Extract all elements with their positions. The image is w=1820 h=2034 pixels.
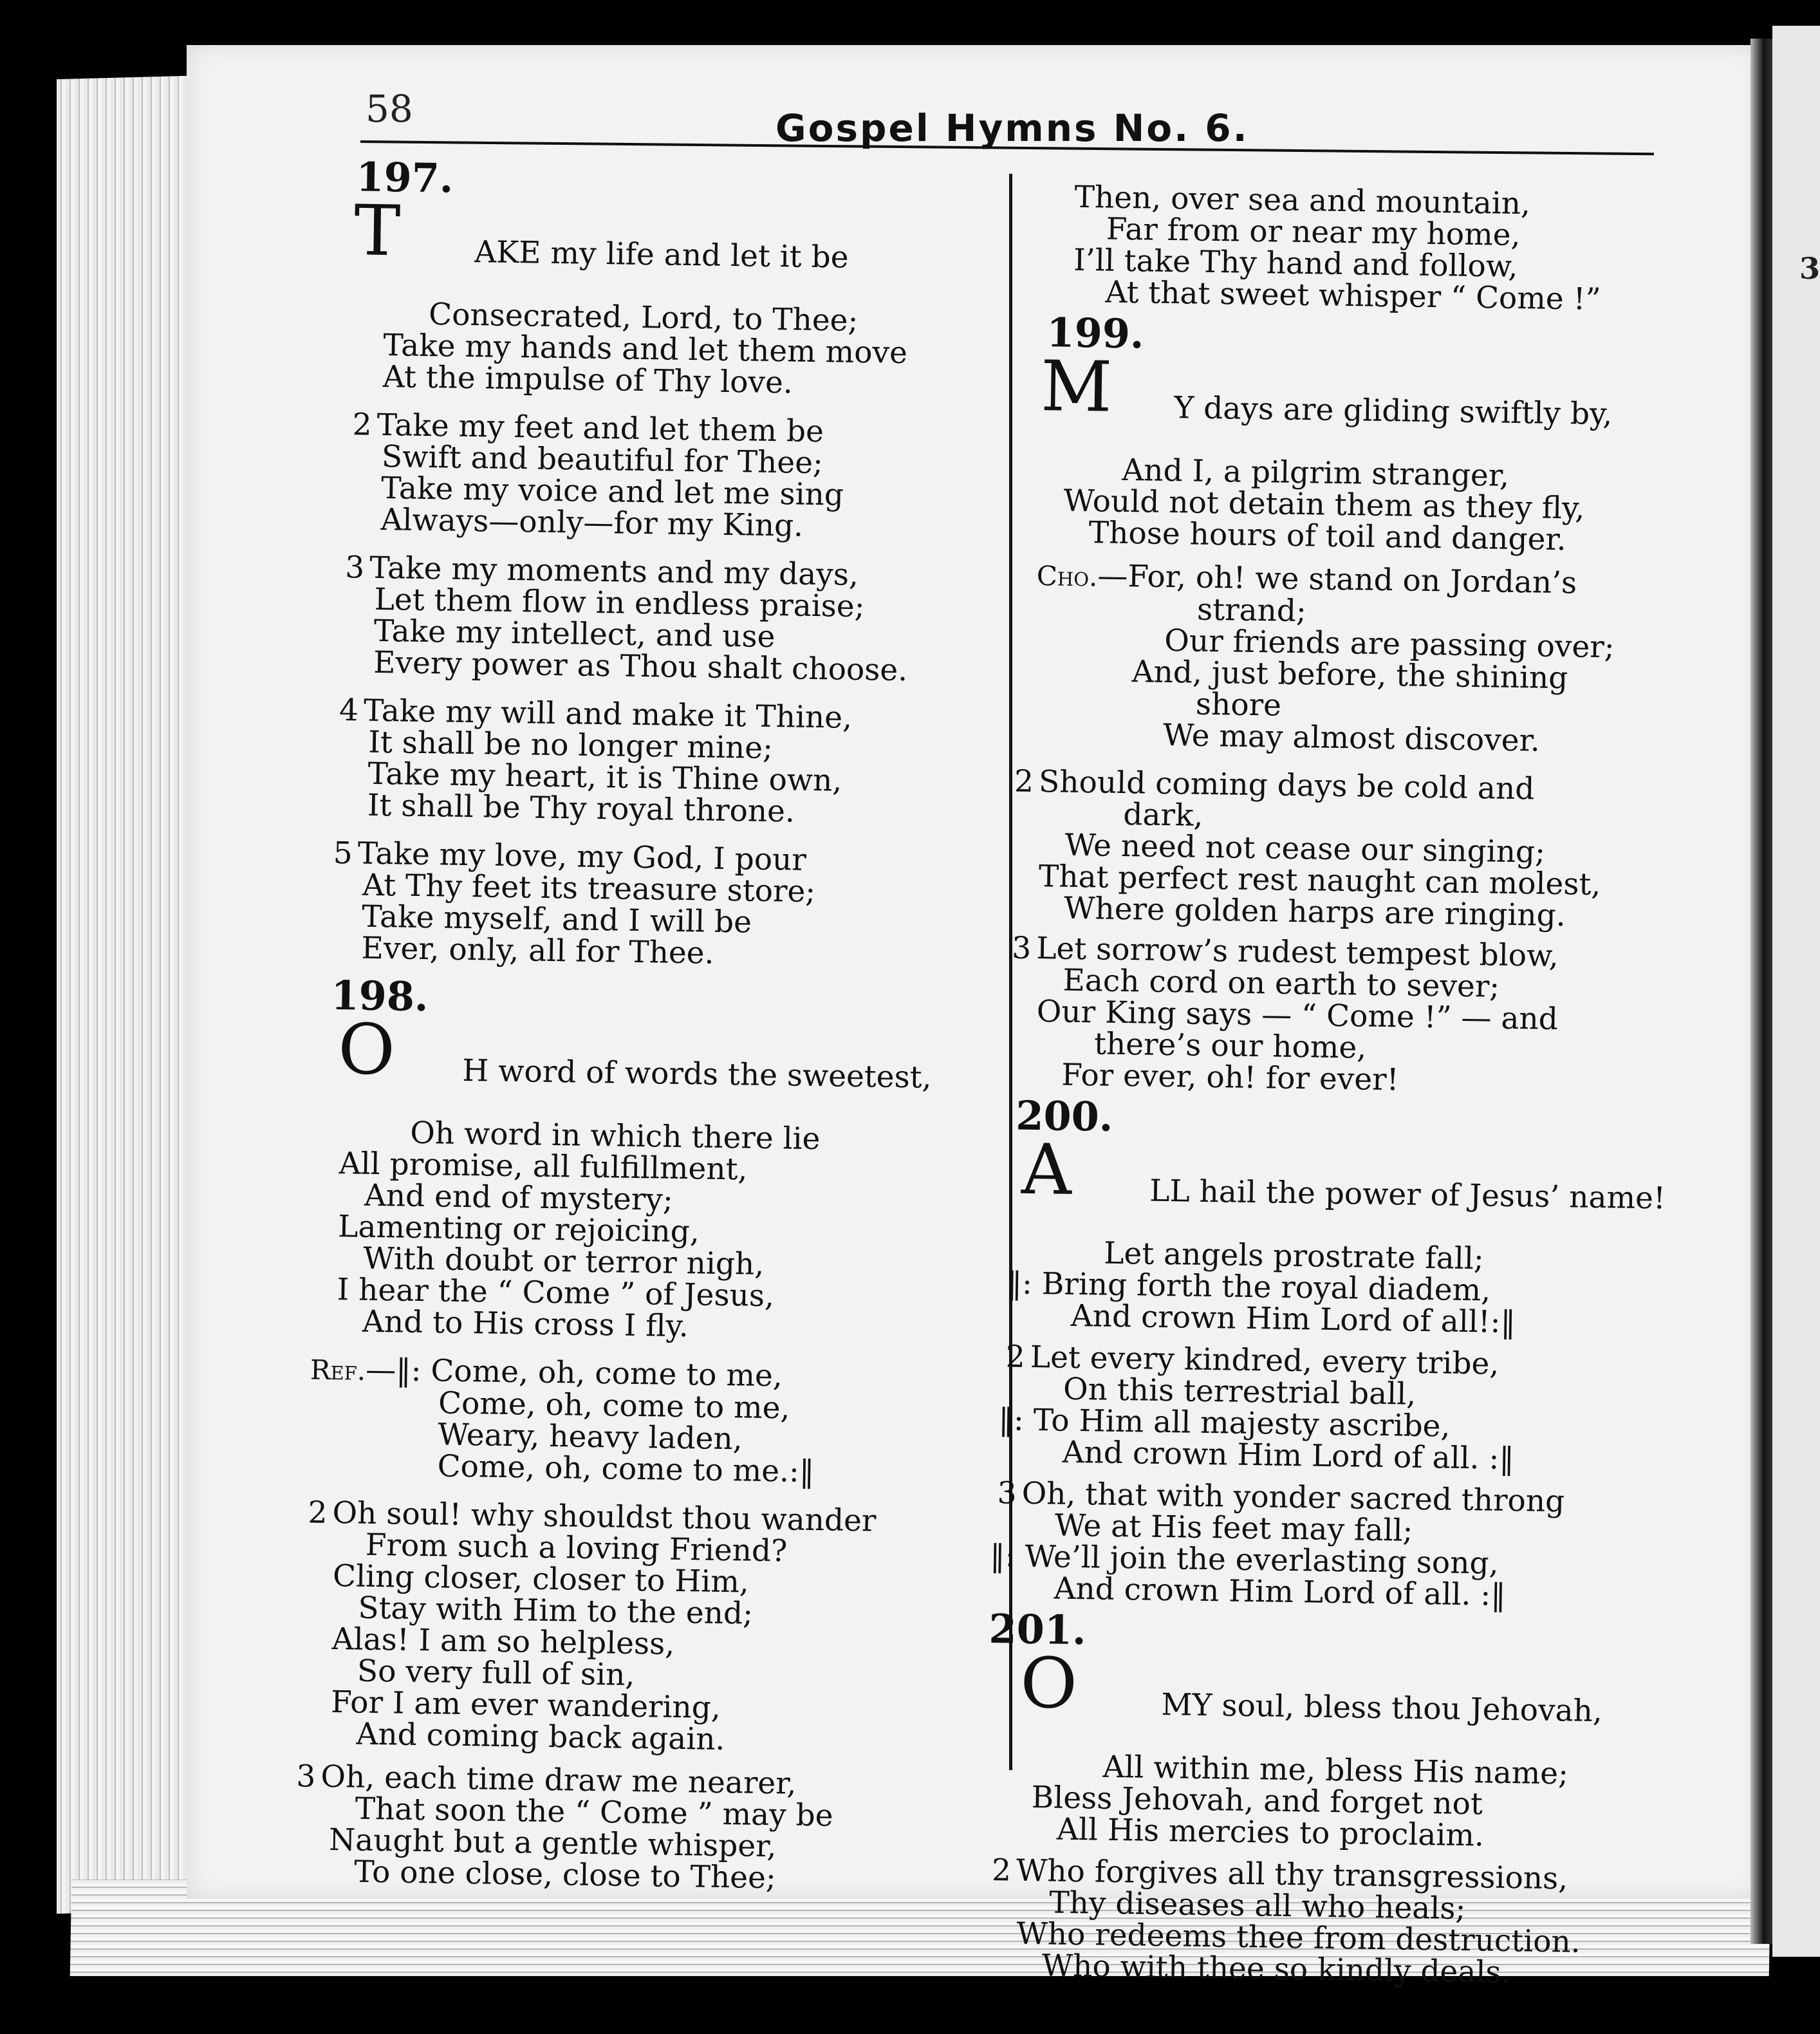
hymn-line: It shall be no longer mine;	[367, 724, 774, 767]
hymn-line: And crown Him Lord of all. :‖	[1054, 1571, 1507, 1613]
hymn-line: And end of mystery;	[364, 1177, 674, 1218]
hymn-line: AKE my life and let it be	[474, 234, 849, 275]
drop-cap: O	[337, 1009, 396, 1091]
verse-number: 3	[1011, 930, 1032, 966]
hymn-line: Let every kindred, every tribe,	[1030, 1339, 1500, 1382]
hymn-201	[971, 1603, 1633, 1990]
hymn-200	[976, 1090, 1666, 1613]
hymn-line: Who redeems thee from destruction.	[1016, 1916, 1581, 1960]
hymn-line: That perfect rest naught can molest,	[1038, 859, 1601, 903]
verse	[978, 1341, 1637, 1477]
hymn-line: Thy diseases all who heals;	[1048, 1885, 1466, 1927]
hymn-line: And crown Him Lord of all. :‖	[1062, 1434, 1515, 1477]
hymn-line: We may almost discover.	[1162, 717, 1541, 759]
hymn-line: shore	[1195, 686, 1282, 723]
hymn-line: —‖: Come, oh, come to me,	[365, 1352, 783, 1394]
hymn-line: Bless Jehovah, and forget not	[1031, 1780, 1483, 1822]
hymn-199	[984, 306, 1652, 1099]
hymn-first-line	[994, 346, 1651, 462]
verse-number: 5	[333, 835, 353, 872]
hymn-number: 197.	[355, 153, 454, 202]
hymn-line: Our King says — “ Come !” — and	[1036, 994, 1559, 1038]
drop-cap: A	[1021, 1129, 1073, 1211]
hymn-line: From such a loving Friend?	[365, 1527, 788, 1569]
hymn-line: Take my will and make it Thine,	[363, 693, 853, 736]
hymn-line: Oh soul! why shouldst thou wander	[332, 1495, 877, 1539]
hymn-line: For ever, oh! for ever!	[1061, 1057, 1399, 1098]
hymn-line: Stay with Him to the end;	[358, 1590, 754, 1632]
hymn-line: Who forgives all thy transgressions,	[1016, 1852, 1568, 1897]
hymn-line: Oh word in which there lie	[409, 1115, 821, 1157]
verse	[335, 409, 981, 545]
hymn-line: Far from or near my home,	[1106, 211, 1521, 254]
hymn-line: Take my feet and let them be	[376, 407, 824, 450]
hymn-line: Consecrated, Lord, to Thee;	[428, 297, 859, 339]
hymn-first-line	[339, 191, 984, 307]
hymn-line: And crown Him Lord of all!:‖	[1070, 1298, 1516, 1341]
verse	[329, 837, 974, 973]
verse-number: 2	[1014, 763, 1034, 799]
verse-number: 3	[296, 1759, 316, 1795]
hymn-line: Where golden harps are ringing.	[1063, 890, 1566, 934]
verse	[987, 765, 1646, 933]
hymn-line: Cling closer, closer to Him,	[332, 1558, 750, 1600]
hymn-line: Oh, that with yonder sacred throng	[1021, 1475, 1565, 1520]
hymn-line: MY soul, bless thou Jehovah,	[1161, 1687, 1603, 1730]
hymn-line: We need not cease our singing;	[1064, 827, 1546, 870]
verse	[304, 1497, 965, 1759]
hymn-line: Each cord on earth to sever;	[1063, 962, 1500, 1005]
page-number: 58	[366, 87, 413, 131]
chorus-label: Cho.	[1036, 559, 1098, 593]
hymn-line: For I am ever wandering,	[330, 1684, 721, 1726]
running-title: Gospel Hymns No. 6.	[775, 106, 1249, 150]
hymn-number: 199.	[1046, 309, 1145, 358]
hymn-line: On this terrestrial ball,	[1063, 1371, 1416, 1412]
verse	[984, 932, 1643, 1099]
hymn-line: All His mercies to proclaim.	[1056, 1811, 1485, 1854]
drop-cap: T	[353, 191, 402, 272]
verse-number: 3	[344, 550, 365, 586]
hymn-line: All within me, bless His name;	[1102, 1749, 1569, 1792]
verse-number: 2	[352, 407, 373, 443]
hymn-line: ‖: Bring forth the royal diadem,	[1007, 1265, 1491, 1309]
hymn-line: Let them flow in endless praise;	[374, 581, 865, 625]
hymn-line: Take my moments and my days,	[369, 550, 859, 593]
verse	[331, 695, 977, 830]
drop-cap: O	[1019, 1643, 1078, 1725]
hymn-198-continued	[996, 180, 1654, 316]
hymn-line: Come, oh, come to me,	[438, 1385, 790, 1426]
hymn-line: Lamenting or rejoicing,	[337, 1209, 700, 1250]
hymn-line: I hear the “ Come ” of Jesus,	[337, 1272, 775, 1314]
hymn-line: I’ll take Thy hand and follow,	[1073, 242, 1518, 285]
hymn-line: Oh, each time draw me nearer,	[320, 1759, 797, 1802]
right-column	[971, 179, 1666, 1991]
hymn-line: Take my hands and let them move	[383, 328, 908, 371]
hymn-line: And, just before, the shining	[1131, 654, 1568, 696]
verse	[971, 1854, 1630, 1990]
hymn-line: With doubt or terror nigh,	[363, 1240, 765, 1282]
chorus	[989, 559, 1648, 758]
hymn-line: Take myself, and I will be	[361, 899, 752, 940]
hymn-line: So very full of sin,	[357, 1653, 635, 1693]
hymn-line: Our friends are passing over;	[1164, 622, 1615, 666]
hymn-line: Take my intellect, and use	[373, 613, 775, 655]
hymn-line: dark,	[1122, 797, 1203, 834]
hymn-line: Let angels prostrate fall;	[1103, 1235, 1485, 1277]
hymn-line: And to His cross I fly.	[362, 1303, 689, 1345]
hymn-line: Always—only—for my King.	[380, 501, 804, 544]
hymn-line: We at His feet may fall;	[1054, 1507, 1413, 1549]
verse	[296, 1759, 961, 1896]
hymn-line: To one close, close to Thee;	[353, 1854, 777, 1896]
hymn-line: there’s our home,	[1093, 1026, 1367, 1066]
verse-number: 2	[1005, 1339, 1026, 1375]
book-gutter	[1750, 39, 1772, 1944]
hymn-line: Alas! I am so helpless,	[331, 1621, 675, 1662]
verse-number: 4	[339, 693, 359, 729]
hymn-line: All promise, all fulfillment,	[339, 1146, 748, 1188]
hymn-197	[329, 151, 985, 973]
hymn-line: It shall be Thy royal throne.	[367, 787, 795, 830]
facing-page-fragment: 3	[1799, 251, 1820, 286]
verse-number: 2	[308, 1495, 328, 1531]
hymn-line: At the impulse of Thy love.	[382, 359, 794, 401]
hymn-line: That soon the “ Come ” may be	[355, 1791, 833, 1834]
hymn-line: At Thy feet its treasure store;	[362, 867, 816, 910]
refrain-label: Ref.	[310, 1354, 366, 1386]
hymn-line: And coming back again.	[356, 1716, 725, 1758]
left-column	[296, 151, 985, 1897]
hymn-line: Every power as Thou shalt choose.	[373, 644, 908, 689]
hymn-number: 200.	[1015, 1092, 1113, 1141]
hymn-line: —For, oh! we stand on Jordan’s	[1097, 558, 1577, 601]
hymn-line: And I, a pilgrim stranger,	[1121, 452, 1510, 494]
hymn-line: At that sweet whisper “ Come !”	[1105, 274, 1601, 317]
hymn-line: Take my voice and let me sing	[380, 470, 844, 513]
hymn-line: LL hail the power of Jesus’ name!	[1149, 1173, 1666, 1217]
hymn-number: 198.	[331, 971, 429, 1021]
hymn-line: Who with thee so kindly deals.	[1041, 1948, 1511, 1991]
hymn-first-line	[314, 1009, 972, 1126]
hymn-line: Would not detain them as they fly,	[1063, 483, 1585, 527]
hymn-line: ‖: To Him all majesty ascribe,	[998, 1402, 1451, 1444]
hymn-line: Weary, heavy laden,	[438, 1417, 743, 1457]
hymn-line: Take my heart, it is Thine own,	[367, 756, 842, 799]
hymn-line: Come, oh, come to me.:‖	[437, 1448, 815, 1490]
hymn-line: Those hours of toil and danger.	[1088, 515, 1567, 558]
drop-cap: M	[1040, 346, 1113, 428]
hymn-first-line	[982, 1129, 1666, 1246]
hymn-line: Swift and beautiful for Thee;	[381, 438, 824, 481]
hymn-198	[296, 970, 972, 1897]
hymn-line: Ever, only, all for Thee.	[361, 930, 714, 971]
hymn-line: Naught but a gentle whisper,	[328, 1822, 777, 1865]
hymn-line: Then, over sea and mountain,	[1074, 179, 1531, 222]
hymn-line: ‖: We’ll join the everlasting song,	[989, 1538, 1499, 1581]
hymn-line: H word of words the sweetest,	[461, 1052, 932, 1096]
verse	[976, 1477, 1635, 1613]
facing-page-edge	[1772, 26, 1820, 1957]
refrain	[308, 1353, 967, 1489]
verse-number: 3	[997, 1475, 1017, 1511]
verse	[333, 552, 979, 687]
verse-number: 2	[991, 1852, 1012, 1889]
hymn-first-line	[974, 1643, 1632, 1759]
hymn-number: 201.	[989, 1605, 1087, 1654]
hymn-line: Y days are gliding swiftly by,	[1173, 390, 1613, 433]
hymn-line: strand;	[1196, 592, 1307, 630]
hymn-line: Take my love, my God, I pour	[357, 835, 807, 878]
hymn-line: Should coming days be cold and	[1038, 764, 1535, 807]
hymn-line: Let sorrow’s rudest tempest blow,	[1035, 931, 1559, 975]
